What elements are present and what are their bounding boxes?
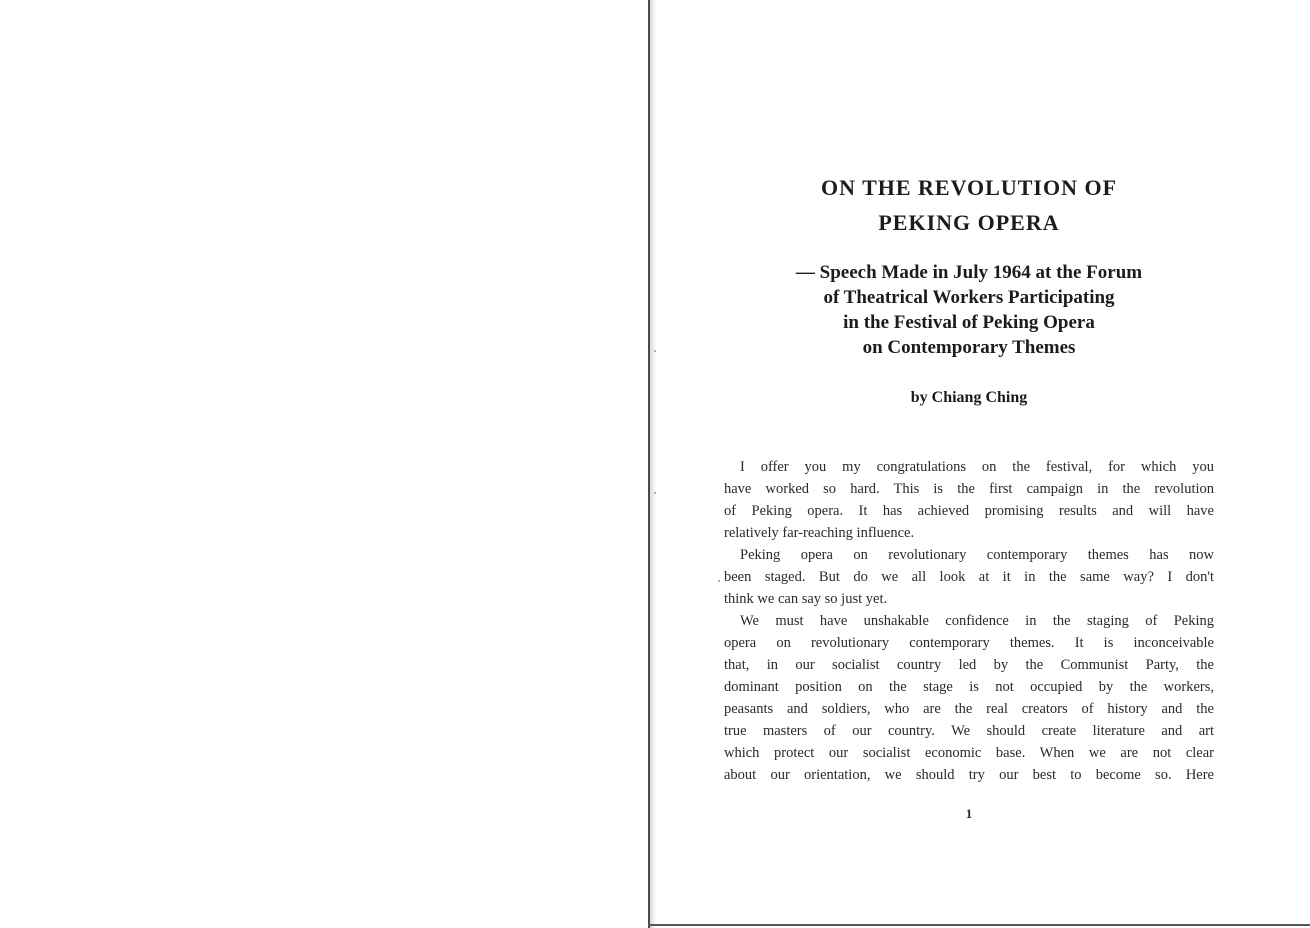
title-line: ON THE REVOLUTION OF <box>820 175 1118 200</box>
page-number: 1 <box>965 806 973 821</box>
title-line: PEKING OPERA <box>878 210 1060 235</box>
scan-speck <box>654 492 656 494</box>
body-line: think we can say so just yet. <box>724 591 888 607</box>
right-page <box>656 0 1310 924</box>
subtitle-line: in the Festival of Peking Opera <box>843 312 1095 333</box>
body-line: of Peking opera. It has achieved promising results and will have <box>724 503 1214 519</box>
body-line: opera on revolutionary contemporary themes. It is inconceivable <box>724 635 1214 651</box>
body-text <box>724 456 1214 786</box>
body-line: We must have unshakable confidence in the staging of Peking <box>740 613 1214 629</box>
subtitle-line: — Speech Made in July 1964 at the Forum <box>795 262 1143 283</box>
body-line: Peking opera on revolutionary contemporary themes has now <box>740 547 1214 563</box>
body-line: dominant position on the stage is not occupied by the workers, <box>724 679 1214 695</box>
page-bottom-edge <box>648 924 1310 926</box>
scan-speck <box>654 350 656 352</box>
subtitle-line: of Theatrical Workers Participating <box>823 287 1115 308</box>
author-byline: by Chiang Ching <box>910 389 1028 406</box>
body-line: which protect our socialist economic base. When we are not clear <box>724 745 1214 761</box>
blank-left-page <box>0 0 648 928</box>
subtitle-line: on Contemporary Themes <box>862 337 1076 358</box>
body-line: been staged. But do we all look at it in the same way? I don't <box>724 569 1214 585</box>
body-line: I offer you my congratulations on the festival, for which you <box>740 459 1214 475</box>
body-line: that, in our socialist country led by the Communist Party, the <box>724 657 1214 673</box>
scan-speck <box>718 580 720 582</box>
body-line: true masters of our country. We should create literature and art <box>724 723 1214 739</box>
body-line: about our orientation, we should try our best to become so. Here <box>724 767 1214 783</box>
body-line: relatively far-reaching influence. <box>724 525 915 541</box>
body-line: have worked so hard. This is the first campaign in the revolution <box>724 481 1214 497</box>
body-line: peasants and soldiers, who are the real creators of history and the <box>724 701 1214 717</box>
